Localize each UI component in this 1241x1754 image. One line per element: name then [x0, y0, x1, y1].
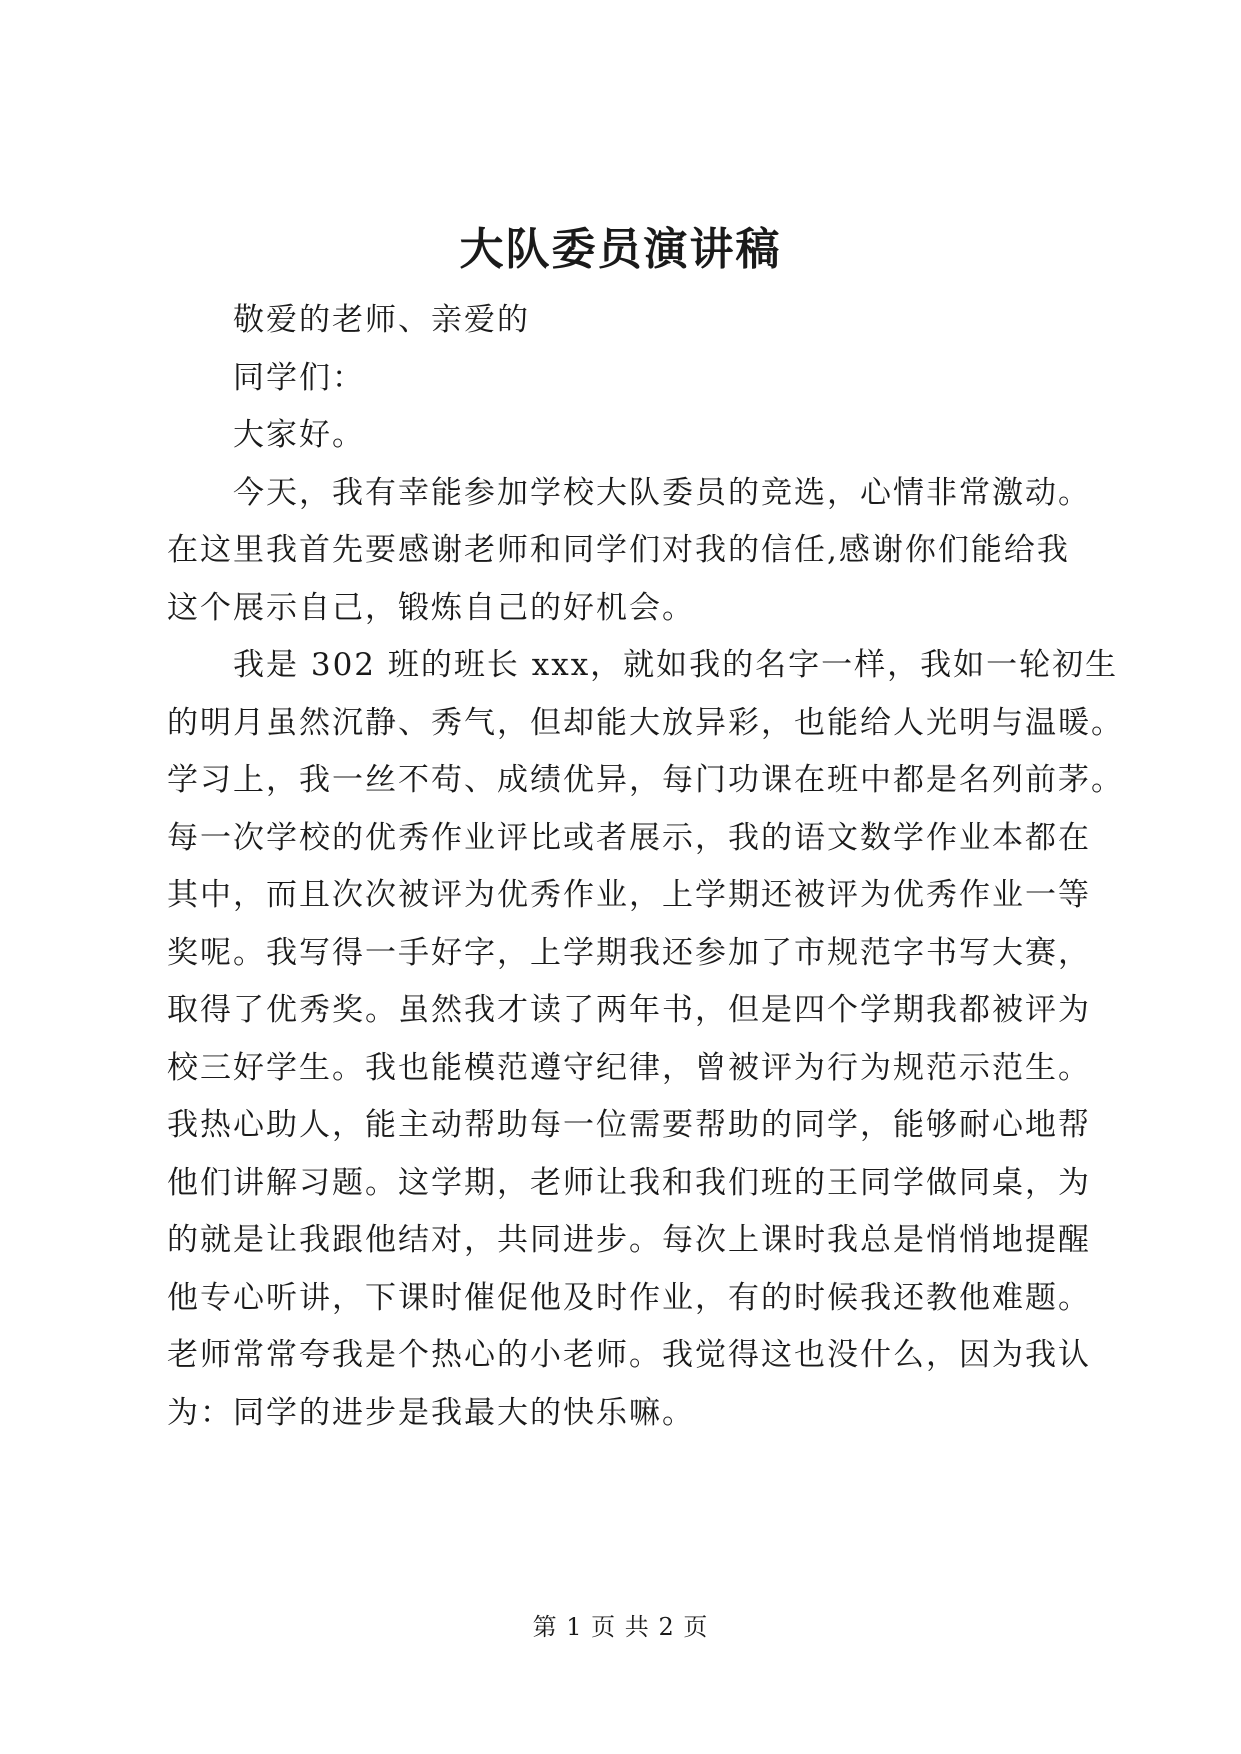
- document-title: 大队委员演讲稿: [459, 224, 782, 275]
- text-line: 为：同学的进步是我最大的快乐嘛。: [167, 1394, 695, 1431]
- page-footer: 第 1 页 共 2 页: [532, 1613, 709, 1641]
- text-line: 学习上，我一丝不苟、成绩优异，每门功课在班中都是名列前茅。: [167, 762, 1124, 798]
- text-line: 每一次学校的优秀作业评比或者展示，我的语文数学作业本都在: [167, 819, 1091, 856]
- text-line: 校三好学生。我也能模范遵守纪律，曾被评为行为规范示范生。: [167, 1049, 1091, 1086]
- text-line: 取得了优秀奖。虽然我才读了两年书，但是四个学期我都被评为: [167, 992, 1091, 1028]
- text-line: 他们讲解习题。这学期，老师让我和我们班的王同学做同桌，为: [167, 1164, 1091, 1201]
- text-line: 老师常常夸我是个热心的小老师。我觉得这也没什么，因为我认: [167, 1337, 1091, 1373]
- text-line: 我是 302 班的班长 xxx，就如我的名字一样，我如一轮初生: [233, 647, 1119, 683]
- text-line: 敬爱的老师、亲爱的: [233, 302, 530, 338]
- text-line: 在这里我首先要感谢老师和同学们对我的信任,感谢你们能给我: [167, 532, 1070, 568]
- text-line: 他专心听讲，下课时催促他及时作业，有的时候我还教他难题。: [167, 1279, 1091, 1316]
- text-line: 同学们：: [233, 359, 365, 396]
- text-line: 今天，我有幸能参加学校大队委员的竞选，心情非常激动。: [233, 474, 1091, 511]
- text-line: 的就是让我跟他结对，共同进步。每次上课时我总是悄悄地提醒: [167, 1222, 1091, 1258]
- text-line: 其中，而且次次被评为优秀作业，上学期还被评为优秀作业一等: [167, 877, 1091, 913]
- text-line: 的明月虽然沉静、秀气，但却能大放异彩，也能给人光明与温暖。: [167, 704, 1124, 741]
- document-body: [167, 292, 1124, 1442]
- text-line: 大家好。: [233, 417, 365, 453]
- text-line: 这个展示自己，锻炼自己的好机会。: [167, 589, 695, 626]
- text-line: 我热心助人，能主动帮助每一位需要帮助的同学，能够耐心地帮: [167, 1107, 1091, 1143]
- text-line: 奖呢。我写得一手好字，上学期我还参加了市规范字书写大赛，: [167, 934, 1091, 971]
